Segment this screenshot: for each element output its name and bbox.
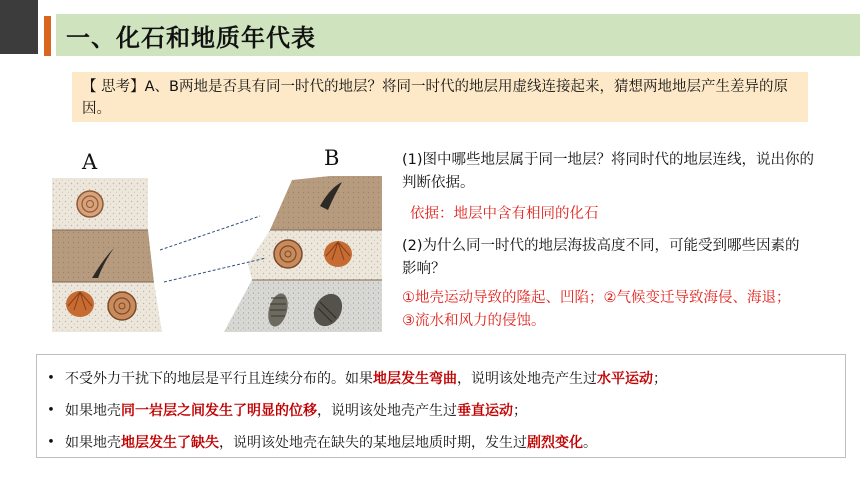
layer-a-middle [52, 230, 154, 282]
bullet: • [47, 402, 55, 418]
summary-2-text-b: ，说明该处地壳产生过 [317, 403, 457, 419]
summary-box [36, 354, 846, 458]
thinking-prompt: 【 思考】A、B两地是否具有同一时代的地层？将同一时代的地层用虚线连接起来，猜想两地地层产生差异的原因。 [72, 72, 808, 122]
layer-b-bottom [224, 280, 382, 332]
summary-1-text-c: ； [653, 371, 667, 387]
summary-item-1 [37, 366, 845, 390]
summary-3-em-a: 地层发生了缺失 [121, 435, 219, 451]
summary-2-em-b: 垂直运动 [457, 403, 513, 419]
strata-figure [52, 146, 382, 336]
strata-diagram [52, 146, 382, 336]
summary-3-em-b: 剧烈变化 [527, 435, 583, 451]
summary-2-em-a: 同一岩层之间发生了明显的位移 [121, 403, 317, 419]
header-dark-block [0, 0, 38, 54]
strata-b [224, 176, 382, 332]
label-a: A [82, 150, 98, 174]
shell-fossil-b1 [324, 241, 352, 267]
ammonite-fossil-b1 [274, 240, 302, 268]
summary-1-text-b: ，说明该处地壳产生过 [457, 371, 597, 387]
bullet: • [47, 434, 55, 450]
label-b: B [324, 146, 340, 170]
summary-item-3 [37, 430, 845, 454]
answer-2: ①地壳运动导致的隆起、凹陷；②气候变迁导致海侵、海退；③流水和风力的侵蚀。 [402, 290, 791, 329]
answer-1: 依据：地层中含有相同的化石 [410, 206, 599, 222]
summary-1-em-a: 地层发生弯曲 [373, 371, 457, 387]
header-accent-bar [44, 16, 51, 56]
summary-1-text-a: 不受外力干扰下的地层是平行且连续分布的。如果 [65, 371, 373, 387]
question-1: (1)图中哪些地层属于同一地层？将同时代的地层连线，说出你的判断依据。 [402, 152, 815, 191]
ammonite-fossil [77, 191, 103, 217]
ammonite-fossil-a2 [108, 292, 136, 320]
summary-3-text-b: ，说明该处地壳在缺失的某地层地质时期，发生过 [219, 435, 527, 451]
summary-3-text-c: 。 [583, 435, 597, 451]
summary-3-text-a: 如果地壳 [65, 435, 121, 451]
title-bar [56, 14, 860, 56]
summary-2-text-a: 如果地壳 [65, 403, 121, 419]
page-title: 一、化石和地质年代表 [66, 23, 316, 52]
summary-item-2 [37, 398, 845, 422]
summary-1-em-b: 水平运动 [597, 371, 653, 387]
summary-2-text-c: ； [513, 403, 527, 419]
connect-line-1 [160, 216, 260, 250]
shell-fossil-a1 [66, 291, 94, 317]
bullet: • [47, 370, 55, 386]
question-2: (2)为什么同一时代的地层海拔高度不同，可能受到哪些因素的影响？ [402, 238, 800, 277]
